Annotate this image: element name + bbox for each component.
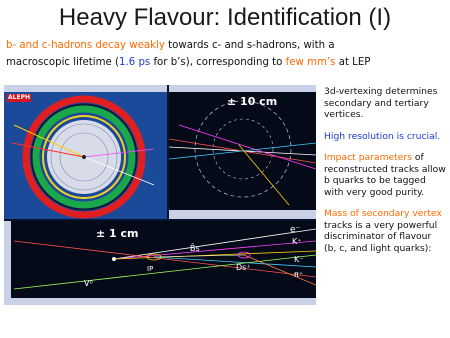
subtitle-line-2 — [6, 54, 446, 71]
note-vertex-mass — [324, 208, 446, 254]
note-highlight: Mass of secondary vertex — [324, 208, 442, 219]
zoom-1cm-panel — [4, 221, 316, 305]
explanation-notes — [324, 86, 446, 264]
note-resolution: High resolution is crucial. — [324, 130, 441, 142]
aleph-logo — [7, 94, 31, 102]
label-kaon-minus: K⁻ — [294, 255, 304, 264]
lifetime-value: 1.6 ps — [119, 57, 151, 68]
note-text: of reconstructed tracks allow b quarks to be tagged with very good purity. — [324, 152, 446, 198]
detector-rings-graphic — [4, 85, 167, 219]
distance-value: few mm’s — [285, 57, 336, 68]
subtitle-text: for b’s), corresponding to — [150, 57, 286, 68]
subtitle-text: macroscopic lifetime ( — [6, 57, 119, 68]
label-electron: e⁻ — [290, 225, 301, 235]
subtitle-highlight: b- and c-hadrons decay weakly — [6, 40, 165, 51]
event-display — [4, 85, 316, 305]
label-ds: Ds⁺ — [236, 263, 251, 272]
note-highlight: Impact parameters — [324, 152, 412, 163]
label-kaon-plus: K⁺ — [292, 237, 302, 246]
zoom-1cm-graphic — [4, 221, 316, 305]
zoom-10cm-panel — [169, 85, 316, 219]
scale-label-1cm: ± 1 cm — [96, 227, 139, 240]
subtitle-text: towards c- and s-hadrons, with a — [164, 40, 335, 51]
slide-title: Heavy Flavour: Identification (I) — [58, 4, 392, 31]
label-ip: IP — [147, 265, 154, 273]
subtitle-line-1 — [6, 37, 446, 54]
note-vertexing: 3d-vertexing determines secondary and tertiary vertices. — [324, 86, 438, 120]
scale-label-10cm: ± 10 cm — [227, 95, 278, 108]
label-bs: B̄s — [190, 244, 200, 253]
slide-subtitle — [6, 37, 446, 71]
label-pion-plus: π⁺ — [294, 270, 304, 279]
note-text: tracks is a very powerful discriminator of flavour (b, c, and light quarks): — [324, 219, 438, 254]
aleph-logo-text: ALEPH — [8, 94, 30, 101]
detector-view-panel — [4, 85, 167, 219]
label-v0: V⁰ — [84, 279, 93, 288]
note-impact-parameters — [324, 152, 446, 198]
subtitle-text: at LEP — [335, 57, 371, 68]
